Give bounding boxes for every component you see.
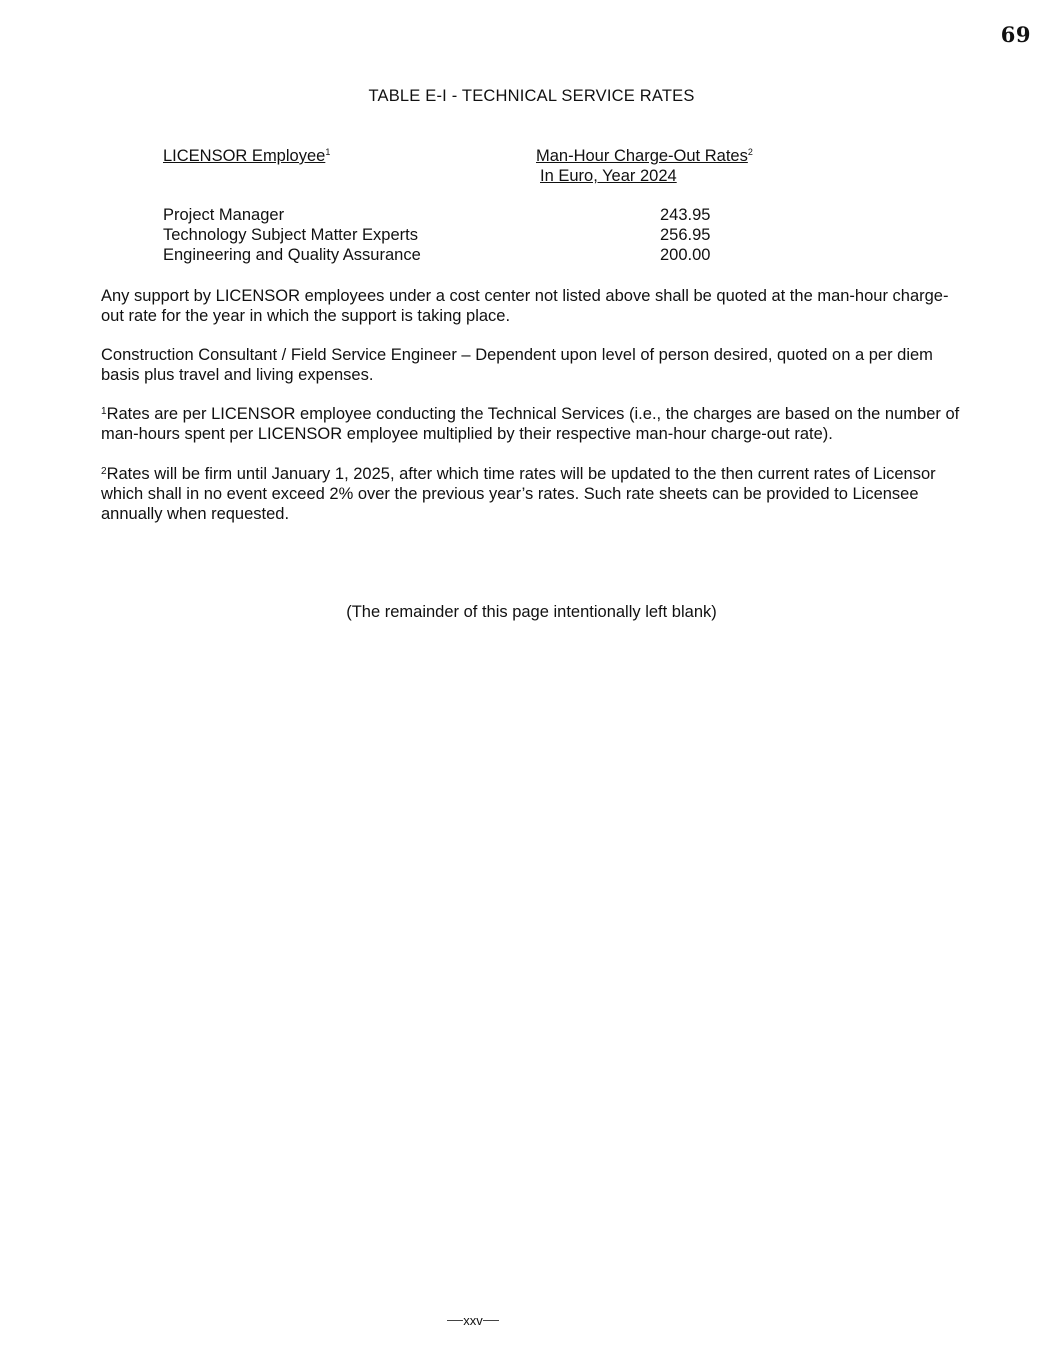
footnote-text: Rates are per LICENSOR employee conducting the Technical Services (i.e., the charges are based on the number of man-hours spent per LICENSOR employee multiplied by their respective man-hour charge-out rate). — [101, 405, 960, 443]
column-header-employee — [163, 147, 330, 166]
hourly-rate: 243.95 — [660, 206, 711, 224]
table-row — [163, 206, 723, 226]
employee-role: Engineering and Quality Assurance — [163, 246, 421, 264]
footnote-1 — [101, 404, 971, 444]
table-row — [163, 246, 723, 266]
footer-page-number — [0, 1313, 946, 1328]
column-subheader-currency-year: In Euro, Year 2024 — [540, 167, 677, 185]
table-row — [163, 226, 723, 246]
hourly-rate: 200.00 — [660, 246, 711, 264]
column-header-employee-label: LICENSOR Employee — [163, 147, 326, 165]
footnote-2 — [101, 464, 981, 524]
footnote-marker: 1 — [101, 406, 107, 417]
footnote-ref-1: 1 — [325, 147, 331, 157]
footnote-ref-2: 2 — [747, 147, 753, 157]
employee-role: Project Manager — [163, 206, 285, 224]
column-header-rates — [536, 147, 753, 166]
footnote-text: Rates will be firm until January 1, 2025, after which time rates will be updated to the then current rates of Licensor which shall in no event exceed 2% over the previous year’s rates. Such rate sheets can be provided to Licensee annually when requested. — [101, 465, 936, 523]
consultant-paragraph: Construction Consultant / Field Service Engineer – Dependent upon level of person desired, quoted on a per diem basis plus travel and living expenses. — [101, 346, 933, 384]
blank-page-note: (The remainder of this page intentionally left blank) — [346, 603, 717, 621]
footnote-marker: 2 — [101, 466, 107, 477]
column-header-rates-label: Man-Hour Charge-Out Rates — [536, 147, 748, 165]
footer-dash — [483, 1320, 499, 1321]
employee-role: Technology Subject Matter Experts — [163, 226, 418, 244]
footer-page-label: xxv — [463, 1313, 483, 1328]
hourly-rate: 256.95 — [660, 226, 711, 244]
page-number: 69 — [1000, 22, 1031, 47]
table-title: TABLE E-I - TECHNICAL SERVICE RATES — [368, 87, 695, 105]
support-paragraph: Any support by LICENSOR employees under a cost center not listed above shall be quoted at the man-hour charge-out rate for the year in which the support is taking place. — [101, 287, 949, 325]
footer-dash — [447, 1320, 463, 1321]
